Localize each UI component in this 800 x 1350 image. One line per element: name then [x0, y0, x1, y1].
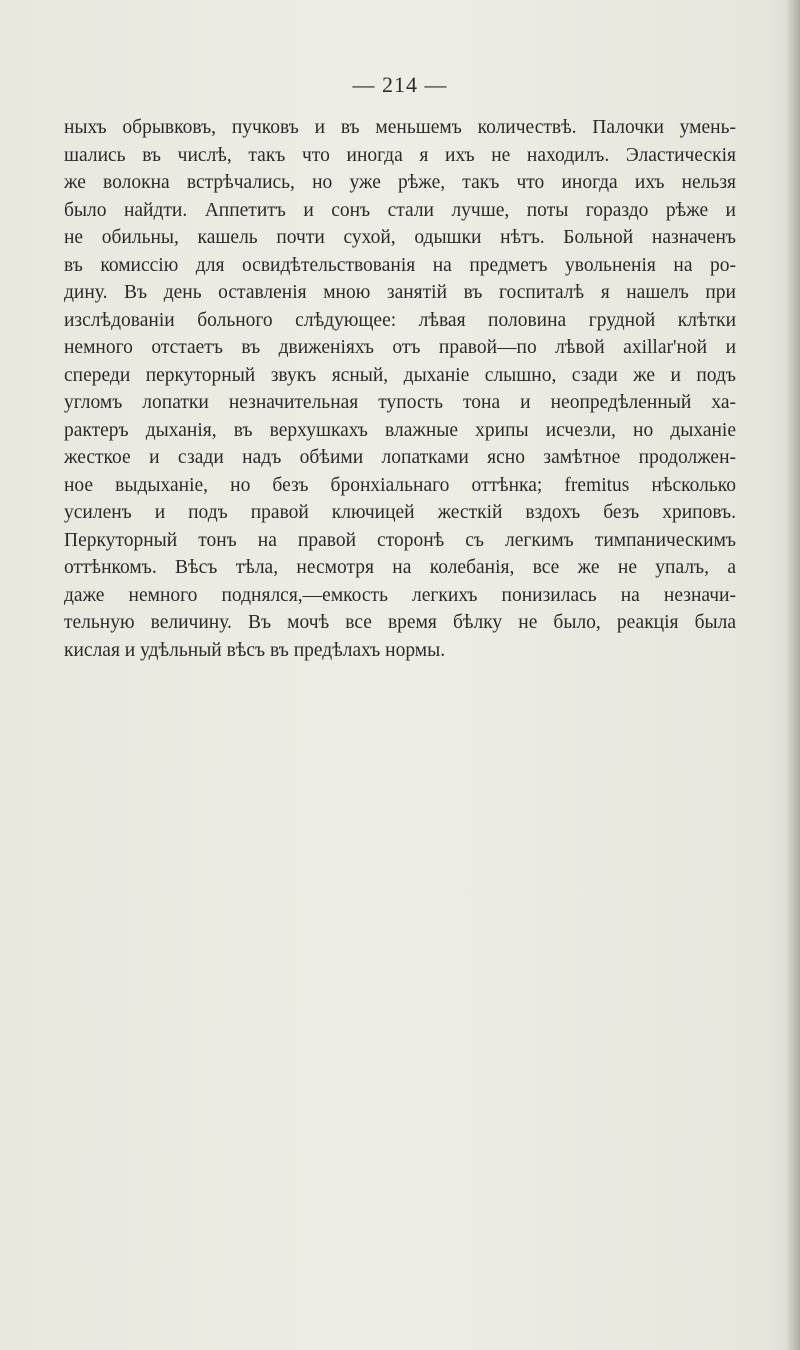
text-line: даже немного поднялся,—емкость легкихъ понизилась на незначи- — [64, 584, 736, 606]
text-line: изслѣдованіи больного слѣдующее: лѣвая половина грудной клѣтки — [64, 309, 736, 331]
text-line: Перкуторный тонъ на правой сторонѣ съ легкимъ тимпаническимъ — [64, 529, 736, 551]
text-line: спереди перкуторный звукъ ясный, дыханіе слышно, сзади же и подъ — [64, 364, 736, 386]
text-line-last: кислая и удѣльный вѣсъ въ предѣлахъ нормы. — [64, 639, 446, 661]
text-line: усиленъ и подъ правой ключицей жесткій вздохъ безъ хриповъ. — [64, 502, 736, 523]
text-line: ныхъ обрывковъ, пучковъ и въ меньшемъ количествѣ. Палочки умень- — [64, 117, 736, 138]
text-line: не обильны, кашель почти сухой, одышки нѣтъ. Больной назначенъ — [64, 227, 736, 248]
text-line: въ комиссію для освидѣтельствованія на предметъ увольненія на ро- — [64, 254, 736, 276]
text-line: угломъ лопатки незначительная тупость тона и неопредѣленный ха- — [64, 392, 736, 413]
text-line: жесткое и сзади надъ обѣими лопатками ясно замѣтное продолжен- — [64, 447, 736, 468]
text-line: оттѣнкомъ. Вѣсъ тѣла, несмотря на колебанія, все же не упалъ, а — [64, 557, 736, 578]
text-line: рактеръ дыханія, въ верхушкахъ влажные хрипы исчезли, но дыханіе — [64, 419, 736, 441]
page-edge-shadow — [786, 0, 800, 1350]
text-line: было найдти. Аппетитъ и сонъ стали лучше, поты гораздо рѣже и — [64, 199, 736, 221]
text-line: дину. Въ день оставленія мною занятій въ госпиталѣ я нашелъ при — [64, 282, 736, 303]
text-line: немного отстаетъ въ движеніяхъ отъ правой—по лѣвой axillar'ной и — [64, 337, 736, 358]
text-line: шались въ числѣ, такъ что иногда я ихъ не находилъ. Эластическія — [64, 144, 736, 166]
body-text — [64, 114, 736, 664]
page-number: — 214 — — [352, 72, 448, 97]
text-line: же волокна встрѣчались, но уже рѣже, такъ что иногда ихъ нельзя — [64, 172, 736, 193]
text-line: тельную величину. Въ мочѣ все время бѣлку не было, реакція была — [64, 612, 736, 633]
text-line: ное выдыханіе, но безъ бронхіальнаго оттѣнка; fremitus нѣсколько — [64, 474, 736, 496]
